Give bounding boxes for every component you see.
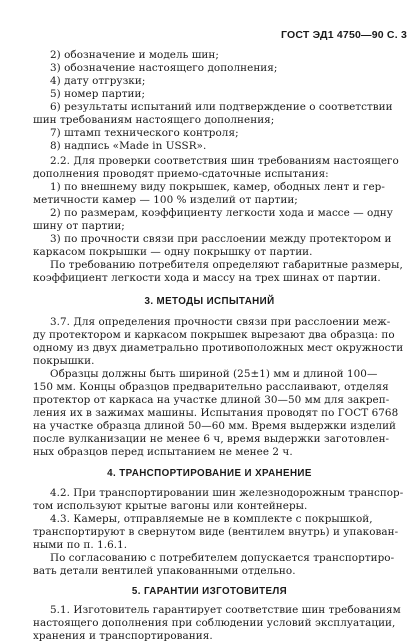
paragraph-line: Образцы должны быть шириной (25±1) мм и длиной 100— — [50, 368, 378, 380]
list-item: шин требованиям настоящего дополнения; — [33, 114, 275, 126]
paragraph-line: протектор от каркаса на участке длиной 30—50 мм для закреп- — [33, 394, 390, 406]
list-item: 6) результаты испытаний или подтверждение о соответствии — [50, 101, 393, 113]
paragraph-line: одному из двух диаметрально противоположных мест окружности — [33, 342, 404, 354]
paragraph-line: хранения и транспортирования. — [33, 630, 213, 642]
page-header: ГОСТ ЭД1 4750—90 С. 3 — [281, 29, 407, 41]
list-item: 3) обозначение настоящего дополнения; — [50, 62, 278, 74]
paragraph-line: ду протектором и каркасом покрышек вырезают два образца: по — [33, 329, 395, 341]
paragraph-line: том используют крытые вагоны или контейнеры. — [33, 500, 308, 512]
paragraph-line: ных образцов перед испытанием не менее 2 ч. — [33, 446, 293, 458]
paragraph-line: 4.3. Камеры, отправляемые не в комплекте с покрышкой, — [50, 513, 373, 525]
paragraph-line: каркасом покрышки — одну покрышку от партии. — [33, 246, 313, 258]
list-item: 8) надпись «Made in USSR». — [50, 140, 207, 152]
paragraph-line: на участке образца длиной 50—60 мм. Время выдержки изделий — [33, 420, 397, 432]
paragraph-line: 150 мм. Концы образцов предварительно расслаивают, отделяя — [33, 381, 389, 393]
paragraph-line: 3) по прочности связи при расслоении между протектором и — [50, 233, 392, 245]
paragraph-line: 2.2. Для проверки соответствия шин требованиям настоящего — [50, 155, 399, 167]
paragraph-line: транспортируют в свернутом виде (вентилем внутрь) и упакован- — [33, 526, 399, 538]
section-heading: 4. ТРАНСПОРТИРОВАНИЕ И ХРАНЕНИЕ — [107, 468, 312, 479]
paragraph-line: настоящего дополнения при соблюдении условий эксплуатации, — [33, 617, 396, 629]
paragraph-line: после вулканизации не менее 6 ч, время выдержки заготовлен- — [33, 433, 390, 445]
list-item: 5) номер партии; — [50, 88, 146, 100]
section-heading: 5. ГАРАНТИИ ИЗГОТОВИТЕЛЯ — [131, 586, 288, 597]
paragraph-line: 5.1. Изготовитель гарантирует соответствие шин требованиям — [50, 604, 401, 616]
list-item: 2) обозначение и модель шин; — [50, 49, 219, 61]
list-item: 4) дату отгрузки; — [50, 75, 146, 87]
paragraph-line: коэффициент легкости хода и массу на трех шинах от партии. — [33, 272, 381, 284]
paragraph-line: 4.2. При транспортировании шин железнодорожным транспор- — [50, 487, 404, 499]
paragraph-line: ными по п. 1.6.1. — [33, 539, 128, 551]
list-item: 7) штамп технического контроля; — [50, 127, 239, 139]
paragraph-line: 2) по размерам, коэффициенту легкости хода и массе — одну — [50, 207, 393, 219]
paragraph-line: покрышки. — [33, 355, 95, 367]
paragraph-line: 3.7. Для определения прочности связи при расслоении меж- — [50, 316, 391, 328]
paragraph-line: По требованию потребителя определяют габаритные размеры, — [50, 259, 403, 271]
paragraph-line: метичности камер — 100 % изделий от партии; — [33, 194, 298, 206]
paragraph-line: шину от партии; — [33, 220, 125, 232]
paragraph-line: ления их в зажимах машины. Испытания проводят по ГОСТ 6768 — [33, 407, 399, 419]
paragraph-line: вать детали вентилей упакованными отдельно. — [33, 565, 296, 577]
section-heading: 3. МЕТОДЫ ИСПЫТАНИЙ — [144, 296, 275, 307]
paragraph-line: дополнения проводят приемо-сдаточные испытания: — [33, 168, 329, 180]
paragraph-line: 1) по внешнему виду покрышек, камер, ободных лент и гер- — [50, 181, 385, 193]
paragraph-line: По согласованию с потребителем допускается транспортиро- — [50, 552, 395, 564]
